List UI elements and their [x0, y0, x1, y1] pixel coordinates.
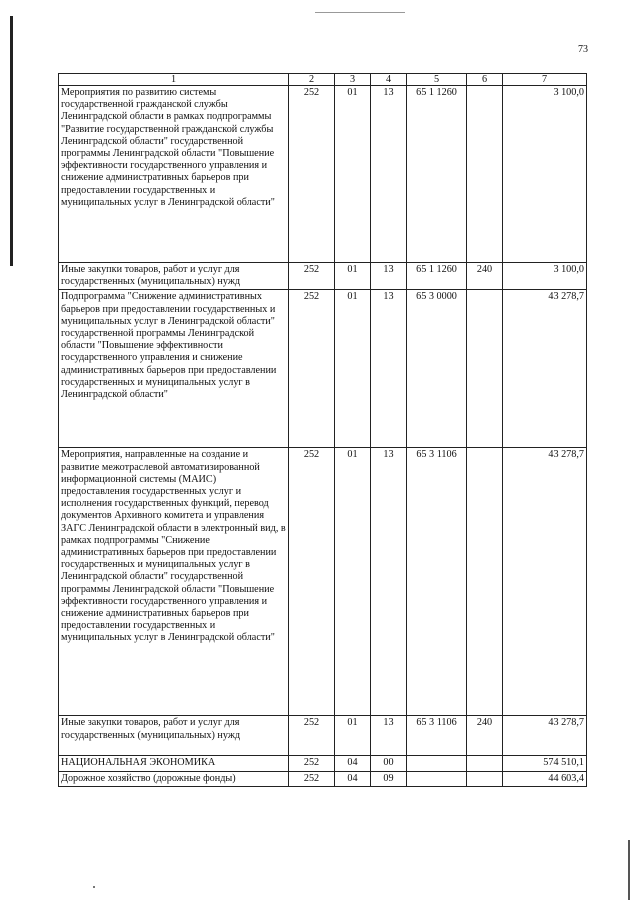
table-row	[59, 756, 587, 771]
cell-target-article: 65 1 1260	[407, 86, 467, 263]
row-name: НАЦИОНАЛЬНАЯ ЭКОНОМИКА	[59, 756, 289, 771]
cell-subsection: 00	[371, 756, 407, 771]
row-name: Подпрограмма "Снижение административных барьеров при предоставлении государственных и муниципальных услуг в Ленинградской области" государственной программы Ленинградской области "Повышение эффективности государственного управления и снижение административных барьеров при предоставлении государственных и муниципальных услуг в Ленинградской области"	[59, 290, 289, 448]
cell-subsection: 13	[371, 448, 407, 716]
cell-section: 01	[335, 86, 371, 263]
header-cell: 5	[407, 74, 467, 86]
cell-target-article	[407, 771, 467, 786]
cell-section: 04	[335, 756, 371, 771]
cell-amount: 3 100,0	[503, 263, 587, 290]
cell-expense-type	[467, 86, 503, 263]
table-row	[59, 771, 587, 786]
budget-table	[58, 73, 587, 787]
header-cell: 3	[335, 74, 371, 86]
cell-subsection: 13	[371, 263, 407, 290]
top-rule	[315, 12, 405, 13]
row-name: Иные закупки товаров, работ и услуг для государственных (муниципальных) нужд	[59, 263, 289, 290]
cell-target-article	[407, 756, 467, 771]
cell-amount: 43 278,7	[503, 290, 587, 448]
cell-target-article: 65 3 0000	[407, 290, 467, 448]
table-row	[59, 263, 587, 290]
cell-ministry-code: 252	[289, 263, 335, 290]
cell-ministry-code: 252	[289, 86, 335, 263]
cell-subsection: 13	[371, 86, 407, 263]
cell-expense-type: 240	[467, 263, 503, 290]
header-cell: 4	[371, 74, 407, 86]
cell-ministry-code: 252	[289, 716, 335, 756]
scan-speck	[93, 886, 95, 888]
cell-ministry-code: 252	[289, 771, 335, 786]
scan-border-mark	[10, 16, 13, 266]
cell-subsection: 09	[371, 771, 407, 786]
header-cell: 7	[503, 74, 587, 86]
row-name: Мероприятия, направленные на создание и развитие межотраслевой автоматизированной информационной системы (МАИС) предоставления государственных услуг и исполнения государственных функций, перевод документов Архивного комитета и управления ЗАГС Ленинградской области в электронный вид, в рамках подпрограммы "Снижение административных барьеров при предоставлении государственных и муниципальных услуг в Ленинградской области" государственной программы Ленинградской области "Повышение эффективности государственного управления и снижение административных барьеров при предоставлении государственных и муниципальных услуг в Ленинградской области"	[59, 448, 289, 716]
cell-amount: 3 100,0	[503, 86, 587, 263]
cell-target-article: 65 3 1106	[407, 448, 467, 716]
cell-expense-type	[467, 771, 503, 786]
row-name: Иные закупки товаров, работ и услуг для государственных (муниципальных) нужд	[59, 716, 289, 756]
row-name: Мероприятия по развитию системы государственной гражданской службы Ленинградской области в рамках подпрограммы "Развитие государственной гражданской службы Ленинградской области" государственной программы Ленинградской области "Повышение эффективности государственного управления и снижение административных барьеров при предоставлении государственных и муниципальных услуг в Ленинградской области"	[59, 86, 289, 263]
cell-amount: 43 278,7	[503, 448, 587, 716]
cell-expense-type	[467, 290, 503, 448]
header-cell: 6	[467, 74, 503, 86]
header-cell: 2	[289, 74, 335, 86]
cell-ministry-code: 252	[289, 448, 335, 716]
table-row	[59, 290, 587, 448]
cell-section: 01	[335, 290, 371, 448]
cell-ministry-code: 252	[289, 290, 335, 448]
cell-expense-type: 240	[467, 716, 503, 756]
scan-border-mark-right	[628, 840, 630, 900]
cell-section: 01	[335, 263, 371, 290]
cell-section: 04	[335, 771, 371, 786]
cell-amount: 574 510,1	[503, 756, 587, 771]
page-number: 73	[578, 44, 588, 55]
cell-section: 01	[335, 448, 371, 716]
cell-amount: 43 278,7	[503, 716, 587, 756]
table-row	[59, 86, 587, 263]
header-cell: 1	[59, 74, 289, 86]
cell-amount: 44 603,4	[503, 771, 587, 786]
row-name: Дорожное хозяйство (дорожные фонды)	[59, 771, 289, 786]
cell-subsection: 13	[371, 716, 407, 756]
cell-ministry-code: 252	[289, 756, 335, 771]
cell-subsection: 13	[371, 290, 407, 448]
cell-target-article: 65 3 1106	[407, 716, 467, 756]
table-row	[59, 716, 587, 756]
cell-target-article: 65 1 1260	[407, 263, 467, 290]
cell-expense-type	[467, 756, 503, 771]
header-row	[59, 74, 587, 86]
cell-section: 01	[335, 716, 371, 756]
table-row	[59, 448, 587, 716]
cell-expense-type	[467, 448, 503, 716]
